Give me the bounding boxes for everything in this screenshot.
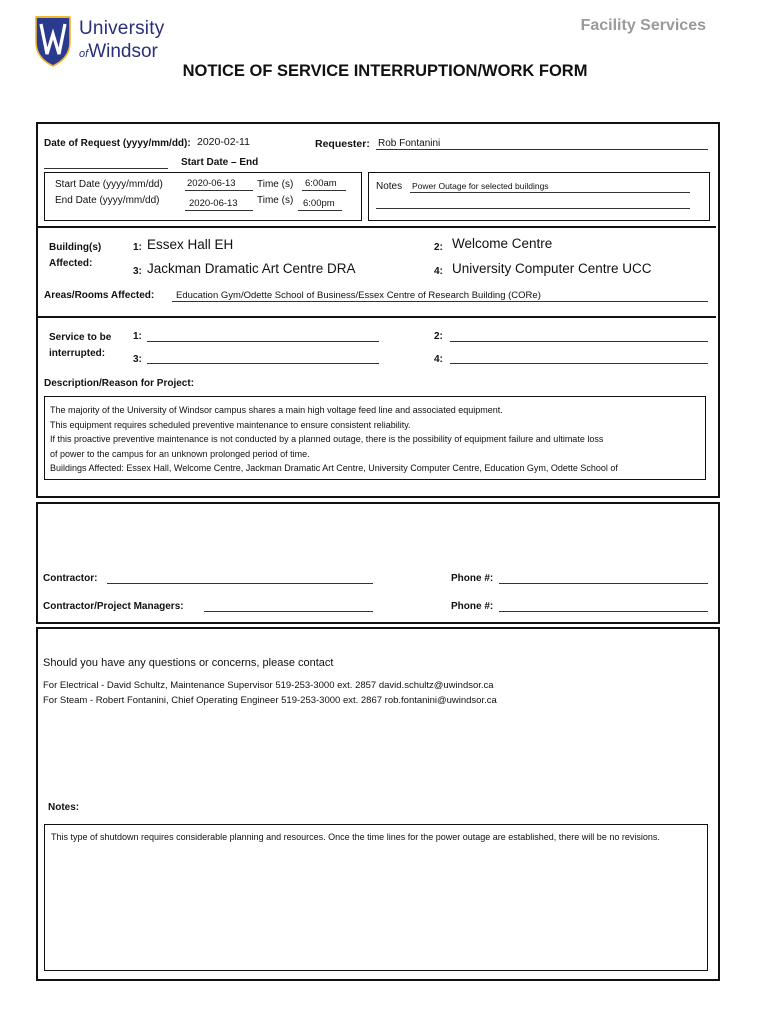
contact-steam: For Steam - Robert Fontanini, Chief Operating Engineer 519-253-3000 ext. 2867 rob.fontanini@uwindsor.ca: [43, 695, 497, 706]
service-3-field[interactable]: [147, 351, 379, 364]
building-2-name[interactable]: Welcome Centre: [452, 236, 553, 251]
end-time-value: 6:00pm: [303, 198, 335, 209]
buildings-label-2: Affected:: [49, 258, 93, 269]
contractor-phone-label: Phone #:: [451, 573, 494, 584]
project-managers-field[interactable]: [204, 598, 373, 612]
request-notes-label: Notes: [376, 181, 403, 192]
contact-intro: Should you have any questions or concerns, please contact: [43, 657, 334, 669]
request-notes-line-2[interactable]: [376, 195, 690, 209]
managers-phone-label: Phone #:: [451, 601, 494, 612]
description-field[interactable]: [44, 396, 706, 480]
end-date-label: End Date (yyyy/mm/dd): [55, 195, 160, 206]
service-1-num: 1:: [133, 331, 142, 342]
description-line: The majority of the University of Windsor campus shares a main high voltage feed line and associated equipment.: [50, 405, 503, 415]
notes-text: This type of shutdown requires considerable planning and resources. Once the time lines for the power outage are established, there will be no revisions.: [51, 832, 660, 842]
logo-wordmark-windsor: [79, 41, 158, 63]
notes-label: Notes:: [48, 802, 80, 813]
blank-line: [44, 154, 168, 169]
description-line: Buildings Affected: Essex Hall, Welcome Centre, Jackman Dramatic Art Centre, University Computer Centre, Education Gym, Odette School of: [50, 463, 618, 474]
logo-wordmark-of: of: [79, 48, 89, 60]
description-label: Description/Reason for Project:: [44, 378, 195, 389]
form-title: NOTICE OF SERVICE INTERRUPTION/WORK FORM: [182, 62, 588, 80]
contractor-label: Contractor:: [43, 573, 98, 584]
areas-label: Areas/Rooms Affected:: [44, 290, 155, 301]
building-4-name[interactable]: University Computer Centre UCC: [452, 261, 652, 276]
start-end-heading: Start Date – End: [181, 157, 259, 168]
areas-field[interactable]: [172, 288, 708, 302]
service-4-field[interactable]: [450, 351, 708, 364]
building-4-num: 4:: [434, 266, 443, 277]
end-date-field[interactable]: [185, 197, 253, 211]
date-of-request-value[interactable]: 2020-02-11: [197, 136, 250, 148]
end-time-label: Time (s): [257, 195, 294, 206]
contractor-field[interactable]: [107, 570, 373, 584]
service-label: Service to be: [49, 332, 112, 343]
requester-label: Requester:: [315, 138, 370, 150]
building-1-name[interactable]: Essex Hall EH: [147, 237, 234, 252]
areas-value: Education Gym/Odette School of Business/Essex Centre of Research Building (CORe): [176, 290, 541, 301]
building-1-num: 1:: [133, 242, 142, 253]
start-date-value: 2020-06-13: [187, 178, 236, 189]
logo-wordmark-windsor-text: Windsor: [88, 41, 158, 62]
end-time-field[interactable]: [298, 197, 342, 211]
buildings-label: Building(s): [49, 242, 102, 253]
start-date-field[interactable]: [185, 177, 253, 191]
managers-phone-field[interactable]: [499, 598, 708, 612]
start-date-label: Start Date (yyyy/mm/dd): [55, 179, 163, 190]
start-time-label: Time (s): [257, 179, 294, 190]
requester-value: Rob Fontanini: [378, 138, 441, 149]
description-line: This equipment requires scheduled preventive maintenance to ensure consistent reliability.: [50, 419, 411, 430]
university-shield-logo: [33, 14, 73, 68]
service-3-num: 3:: [133, 354, 142, 365]
description-line: of power to the campus for an unknown prolonged period of time.: [50, 448, 310, 459]
end-date-value: 2020-06-13: [189, 198, 238, 209]
contractor-phone-field[interactable]: [499, 570, 708, 584]
building-3-name[interactable]: Jackman Dramatic Art Centre DRA: [147, 261, 356, 276]
start-time-value: 6:00am: [305, 178, 337, 189]
request-notes-value: Power Outage for selected buildings: [412, 181, 549, 191]
divider: [36, 226, 716, 228]
description-line: If this proactive preventive maintenance is not conducted by a planned outage, there is the possibility of equipment failure and ultimate loss: [50, 434, 604, 445]
date-of-request-label: Date of Request (yyyy/mm/dd):: [44, 138, 191, 149]
divider: [36, 316, 716, 318]
service-2-num: 2:: [434, 331, 443, 342]
service-1-field[interactable]: [147, 329, 379, 342]
service-4-num: 4:: [434, 354, 443, 365]
building-3-num: 3:: [133, 266, 142, 277]
start-time-field[interactable]: [302, 177, 346, 191]
notes-field[interactable]: [44, 824, 708, 971]
project-managers-label: Contractor/Project Managers:: [43, 601, 184, 612]
contact-electrical: For Electrical - David Schultz, Maintenance Supervisor 519-253-3000 ext. 2857 david.schultz@uwindsor.ca: [43, 680, 494, 691]
department-name: Facility Services: [580, 17, 706, 34]
service-label-2: interrupted:: [49, 348, 106, 359]
request-notes-field[interactable]: [410, 179, 690, 193]
requester-field[interactable]: [376, 135, 708, 150]
service-2-field[interactable]: [450, 329, 708, 342]
building-2-num: 2:: [434, 242, 443, 253]
logo-wordmark-university: University: [79, 18, 165, 39]
